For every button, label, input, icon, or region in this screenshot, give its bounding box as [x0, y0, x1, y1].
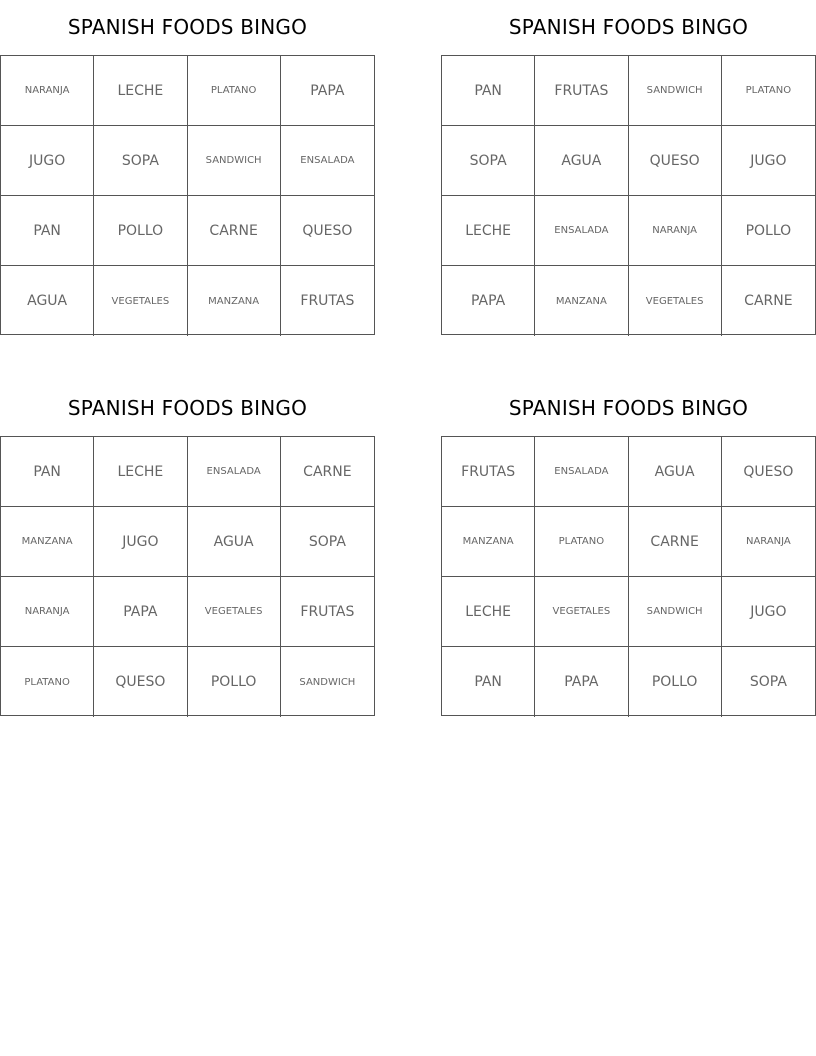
bingo-cell: FRUTAS	[281, 577, 374, 647]
bingo-grid	[0, 55, 375, 335]
bingo-cell: POLLO	[722, 196, 815, 266]
bingo-cell: LECHE	[94, 56, 187, 126]
bingo-cell: MANZANA	[1, 507, 94, 577]
bingo-cell: VEGETALES	[94, 266, 187, 336]
bingo-cell: PLATANO	[535, 507, 628, 577]
bingo-cell: JUGO	[1, 126, 94, 196]
bingo-cell: PAN	[442, 56, 535, 126]
bingo-cell: JUGO	[722, 126, 815, 196]
bingo-grid	[0, 436, 375, 716]
bingo-cell: PAN	[442, 647, 535, 717]
bingo-cell: PAPA	[535, 647, 628, 717]
bingo-cell: PLATANO	[188, 56, 281, 126]
bingo-cell: FRUTAS	[300, 293, 355, 309]
bingo-cell: MANZANA	[442, 507, 535, 577]
bingo-cell: SOPA	[281, 507, 374, 577]
bingo-cell: PAPA	[281, 56, 374, 126]
bingo-cell: NARANJA	[1, 577, 94, 647]
bingo-cell: SOPA	[94, 126, 187, 196]
bingo-cell: ENSALADA	[188, 437, 281, 507]
bingo-cell: LECHE	[94, 437, 187, 507]
bingo-cell: VEGETALES	[629, 266, 722, 336]
bingo-grid	[441, 55, 816, 335]
bingo-cell: FRUTAS	[442, 437, 535, 507]
bingo-cell: SANDWICH	[299, 676, 356, 688]
bingo-cell: NARANJA	[722, 507, 815, 577]
bingo-cell: JUGO	[722, 577, 815, 647]
bingo-cell: PAPA	[94, 577, 187, 647]
bingo-card-1	[0, 0, 375, 335]
bingo-cell: SOPA	[749, 674, 787, 690]
bingo-cell: JUGO	[94, 507, 187, 577]
bingo-cell: SANDWICH	[629, 577, 722, 647]
bingo-cell: AGUA	[535, 126, 628, 196]
bingo-cell: VEGETALES	[535, 577, 628, 647]
card-title: SPANISH FOODS BINGO	[508, 15, 749, 39]
bingo-card-4	[441, 381, 816, 716]
bingo-cell: ENSALADA	[535, 196, 628, 266]
bingo-cell: PLATANO	[722, 56, 815, 126]
bingo-cell: NARANJA	[629, 196, 722, 266]
bingo-cell: AGUA	[629, 437, 722, 507]
bingo-cell: CARNE	[188, 196, 281, 266]
bingo-cell: LECHE	[442, 196, 535, 266]
bingo-cell: FRUTAS	[535, 56, 628, 126]
bingo-cell: POLLO	[188, 647, 281, 717]
bingo-cell: CARNE	[744, 293, 793, 309]
bingo-cell: MANZANA	[188, 266, 281, 336]
bingo-cell: QUESO	[94, 647, 187, 717]
bingo-cell: PAPA	[442, 266, 535, 336]
bingo-cell: AGUA	[1, 266, 94, 336]
bingo-cell: QUESO	[722, 437, 815, 507]
bingo-cell: POLLO	[629, 647, 722, 717]
bingo-cell: VEGETALES	[188, 577, 281, 647]
bingo-cell: SOPA	[442, 126, 535, 196]
bingo-cell: ENSALADA	[281, 126, 374, 196]
bingo-cell: CARNE	[281, 437, 374, 507]
bingo-cell: LECHE	[442, 577, 535, 647]
bingo-cell: QUESO	[629, 126, 722, 196]
card-title: SPANISH FOODS BINGO	[67, 15, 308, 39]
bingo-cell: CARNE	[629, 507, 722, 577]
bingo-cell: SANDWICH	[188, 126, 281, 196]
bingo-cell: MANZANA	[535, 266, 628, 336]
bingo-card-2	[441, 0, 816, 335]
bingo-cell: PLATANO	[1, 647, 94, 717]
bingo-card-3	[0, 381, 375, 716]
bingo-cell: AGUA	[188, 507, 281, 577]
card-title: SPANISH FOODS BINGO	[67, 396, 308, 420]
card-title: SPANISH FOODS BINGO	[508, 396, 749, 420]
bingo-cell: PAN	[1, 196, 94, 266]
bingo-cell: PAN	[1, 437, 94, 507]
bingo-grid	[441, 436, 816, 716]
bingo-cell: ENSALADA	[535, 437, 628, 507]
bingo-cell: POLLO	[94, 196, 187, 266]
bingo-cell: NARANJA	[1, 56, 94, 126]
bingo-cell: QUESO	[281, 196, 374, 266]
bingo-cell: SANDWICH	[629, 56, 722, 126]
